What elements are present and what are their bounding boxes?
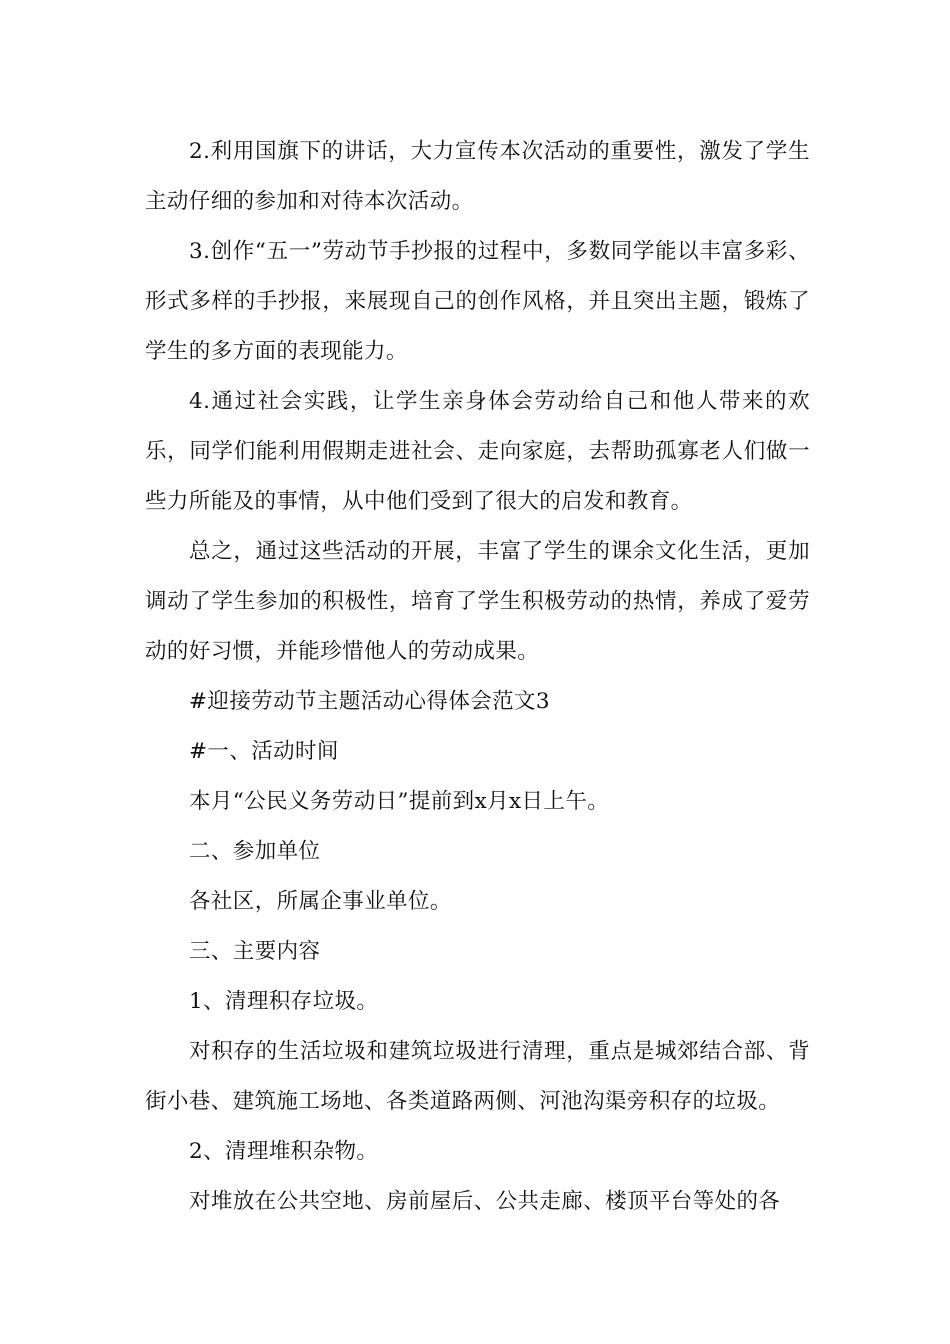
item-clear-debris: 2、清理堆积杂物。 (189, 1139, 379, 1164)
item-clear-garbage: 1、清理积存垃圾。 (189, 989, 379, 1014)
paragraph-item-4: 4.通过社会实践，让学生亲身体会劳动给自己和他人带来的欢乐，同学们能利用假期走进社会、走向家庭，去帮助孤寡老人们做一些力所能及的事情，从中他们受到了很大的启发和教育。 (145, 389, 810, 514)
participants-text: 各社区，所属企事业单位。 (189, 889, 452, 914)
activity-time-text: 本月“公民义务劳动日”提前到x月x日上午。 (189, 789, 610, 814)
paragraph-item-2: 2.利用国旗下的讲话，大力宣传本次活动的重要性，激发了学生主动仔细的参加和对待本次活动。 (145, 139, 810, 214)
summary-paragraph: 总之，通过这些活动的开展，丰富了学生的课余文化生活，更加调动了学生参加的积极性，培育了学生积极劳动的热情，养成了爱劳动的好习惯，并能珍惜他人的劳动成果。 (145, 539, 810, 664)
heading-participants: 二、参加单位 (189, 839, 321, 864)
document-body (145, 127, 810, 1227)
clear-debris-text: 对堆放在公共空地、房前屋后、公共走廊、楼顶平台等处的各 (189, 1189, 781, 1214)
paragraph-item-3: 3.创作“五一”劳动节手抄报的过程中，多数同学能以丰富多彩、形式多样的手抄报，来展现自己的创作风格，并且突出主题，锻炼了学生的多方面的表现能力。 (145, 239, 810, 364)
clear-garbage-text: 对积存的生活垃圾和建筑垃圾进行清理，重点是城郊结合部、背街小巷、建筑施工场地、各类道路两侧、河池沟渠旁积存的垃圾。 (145, 1039, 810, 1114)
heading-main-content: 三、主要内容 (189, 939, 321, 964)
section-heading-essay-3: #迎接劳动节主题活动心得体会范文3 (189, 689, 550, 714)
heading-activity-time: #一、活动时间 (189, 739, 339, 764)
